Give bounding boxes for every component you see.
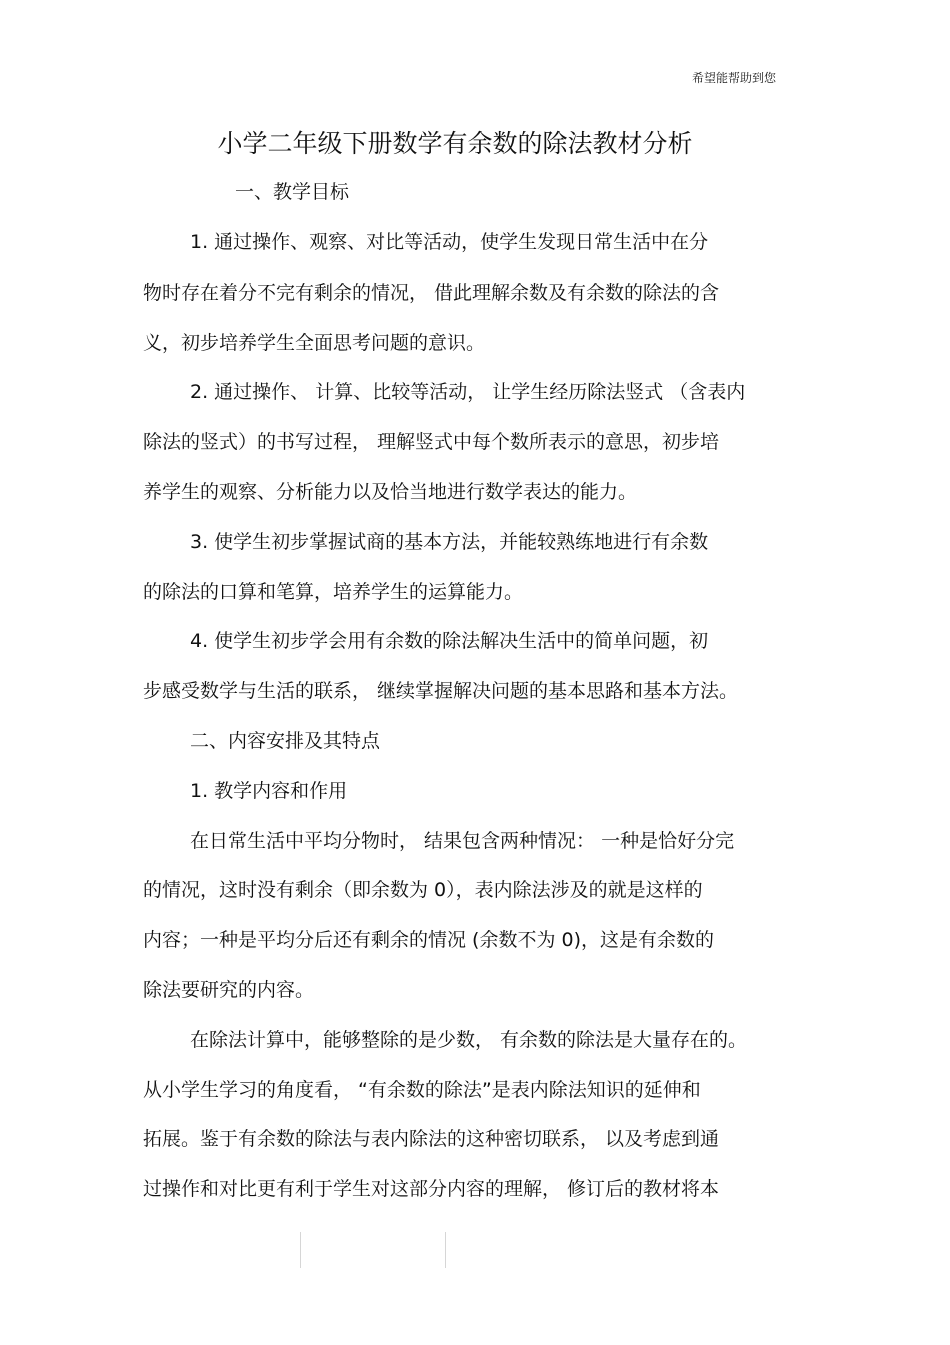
body-line: 义，初步培养学生全面思考问题的意识。 xyxy=(143,332,486,354)
body-line: 2. 通过操作、 计算、比较等活动， 让学生经历除法竖式 （含表内 xyxy=(190,381,746,403)
document-title: 小学二年级下册数学有余数的除法教材分析 xyxy=(217,129,693,158)
body-line: 物时存在着分不完有剩余的情况， 借此理解余数及有余数的除法的含 xyxy=(143,282,720,304)
body-line: 在除法计算中，能够整除的是少数， 有余数的除法是大量存在的。 xyxy=(190,1029,748,1051)
body-line: 除法要研究的内容。 xyxy=(143,979,315,1001)
body-line: 在日常生活中平均分物时， 结果包含两种情况： 一种是恰好分完 xyxy=(190,830,735,852)
header-note: 希望能帮助到您 xyxy=(692,71,777,85)
body-line: 拓展。鉴于有余数的除法与表内除法的这种密切联系， 以及考虑到通 xyxy=(143,1128,720,1150)
body-line: 从小学生学习的角度看， “有余数的除法”是表内除法知识的延伸和 xyxy=(143,1079,701,1101)
body-line: 过操作和对比更有利于学生对这部分内容的理解， 修订后的教材将本 xyxy=(143,1178,720,1200)
body-line: 内容；一种是平均分后还有剩余的情况 (余数不为 0)，这是有余数的 xyxy=(143,929,714,951)
body-line: 3. 使学生初步掌握试商的基本方法，并能较熟练地进行有余数 xyxy=(190,531,709,553)
footer-divider-right xyxy=(445,1232,446,1268)
section-heading: 二、内容安排及其特点 xyxy=(190,730,381,752)
subsection-heading: 1. 教学内容和作用 xyxy=(190,780,348,802)
section-heading: 一、教学目标 xyxy=(235,181,350,203)
body-line: 的除法的口算和笔算，培养学生的运算能力。 xyxy=(143,581,524,603)
body-line: 4. 使学生初步学会用有余数的除法解决生活中的简单问题，初 xyxy=(190,630,709,652)
body-line: 除法的竖式）的书写过程， 理解竖式中每个数所表示的意思，初步培 xyxy=(143,431,720,453)
body-line: 养学生的观察、分析能力以及恰当地进行数学表达的能力。 xyxy=(143,481,638,503)
body-line: 步感受数学与生活的联系， 继续掌握解决问题的基本思路和基本方法。 xyxy=(143,680,739,702)
body-line: 的情况，这时没有剩余（即余数为 0），表内除法涉及的就是这样的 xyxy=(143,879,703,901)
body-line: 1. 通过操作、观察、对比等活动，使学生发现日常生活中在分 xyxy=(190,231,709,253)
footer-divider-left xyxy=(300,1232,301,1268)
